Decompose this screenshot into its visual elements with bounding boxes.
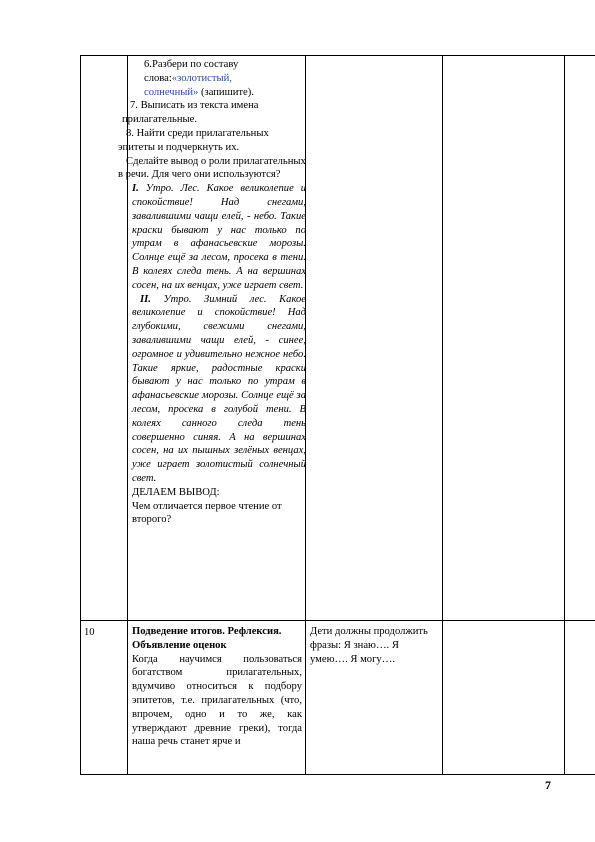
lesson-table — [80, 55, 595, 775]
task-6 — [118, 58, 306, 99]
task-7-text: 7. Выписать из текста имена прилагательные. — [122, 100, 259, 126]
row10-number: 10 — [84, 627, 95, 638]
task-6-suffix: (запишите). — [198, 86, 254, 98]
task-8 — [118, 127, 306, 155]
task-6-words-a: «золотистый, — [171, 72, 232, 84]
row10-heading: Подведение итогов. Рефлексия. Объявление оценок — [132, 626, 282, 651]
row-divider — [80, 620, 595, 621]
row10-children-cell — [310, 625, 438, 666]
text-version-2 — [132, 293, 306, 486]
row10-body: Когда научимся пользоваться богатством прилагательных, вдумчиво относиться к подбору эпитетов, т.е. прилагательных (что, впрочем, одно и то же, как утверждают древние греки), тогда наша речь станет ярче и — [132, 653, 302, 748]
table-border-left — [80, 55, 81, 775]
conclusion-prompt — [118, 155, 306, 183]
text-2-number: II. — [140, 293, 151, 305]
task-6-line1: 6.Разбери по составу — [144, 59, 239, 70]
row-divider — [80, 55, 595, 56]
table-border-bottom — [80, 774, 595, 775]
task-8-text: 8. Найти среди прилагательных эпитеты и подчеркнуть их. — [118, 127, 269, 153]
column-divider — [564, 55, 565, 775]
task-7 — [118, 99, 306, 127]
column-divider — [442, 55, 443, 775]
comparison-question: Чем отличается первое чтение от второго? — [132, 500, 282, 526]
text-1-number: I. — [132, 183, 139, 195]
conclusion-title: ДЕЛАЕМ ВЫВОД: — [132, 486, 220, 498]
task-6-words-b: солнечный» — [144, 86, 199, 98]
text-1-body: Утро. Лес. Какое великолепие и спокойствие! Над снегами, завалившими чащи елей, - небо. Такие краски бывают у нас только по утрам в афанасьевские морозы. Солнце ещё за лесом, просека в тени. В колеях следа тень. А на вершинах сосен, на их венцах, уже играет свет. — [132, 183, 306, 291]
page-number: 7 — [545, 778, 551, 792]
task-6-prefix: слова: — [144, 72, 172, 84]
text-version-1 — [132, 182, 306, 292]
row9-content-cell — [118, 58, 306, 527]
row10-content-cell — [132, 625, 302, 749]
conclusion-prompt-text: Сделайте вывод о роли прилагательных в речи. Для чего они используются? — [118, 155, 306, 181]
text-2-body: Утро. Зимний лес. Какое великолепие и спокойствие! Над глубокими, свежими снегами, завалившими чащи елей, - синее, огромное и удивительно нежное небо. Такие яркие, радостные краски бывают у нас только по утрам в афанасьевские морозы. Солнце ещё за лесом, просека в голубой тени. В колеях санного следа тень совершенно синяя. А на вершинах сосен, на их пышных зелёных венцах, уже играет золотистый солнечный свет. — [132, 293, 306, 484]
row10-children-text: Дети должны продолжить фразы: Я знаю…. Я умею…. Я могу…. — [310, 626, 428, 665]
